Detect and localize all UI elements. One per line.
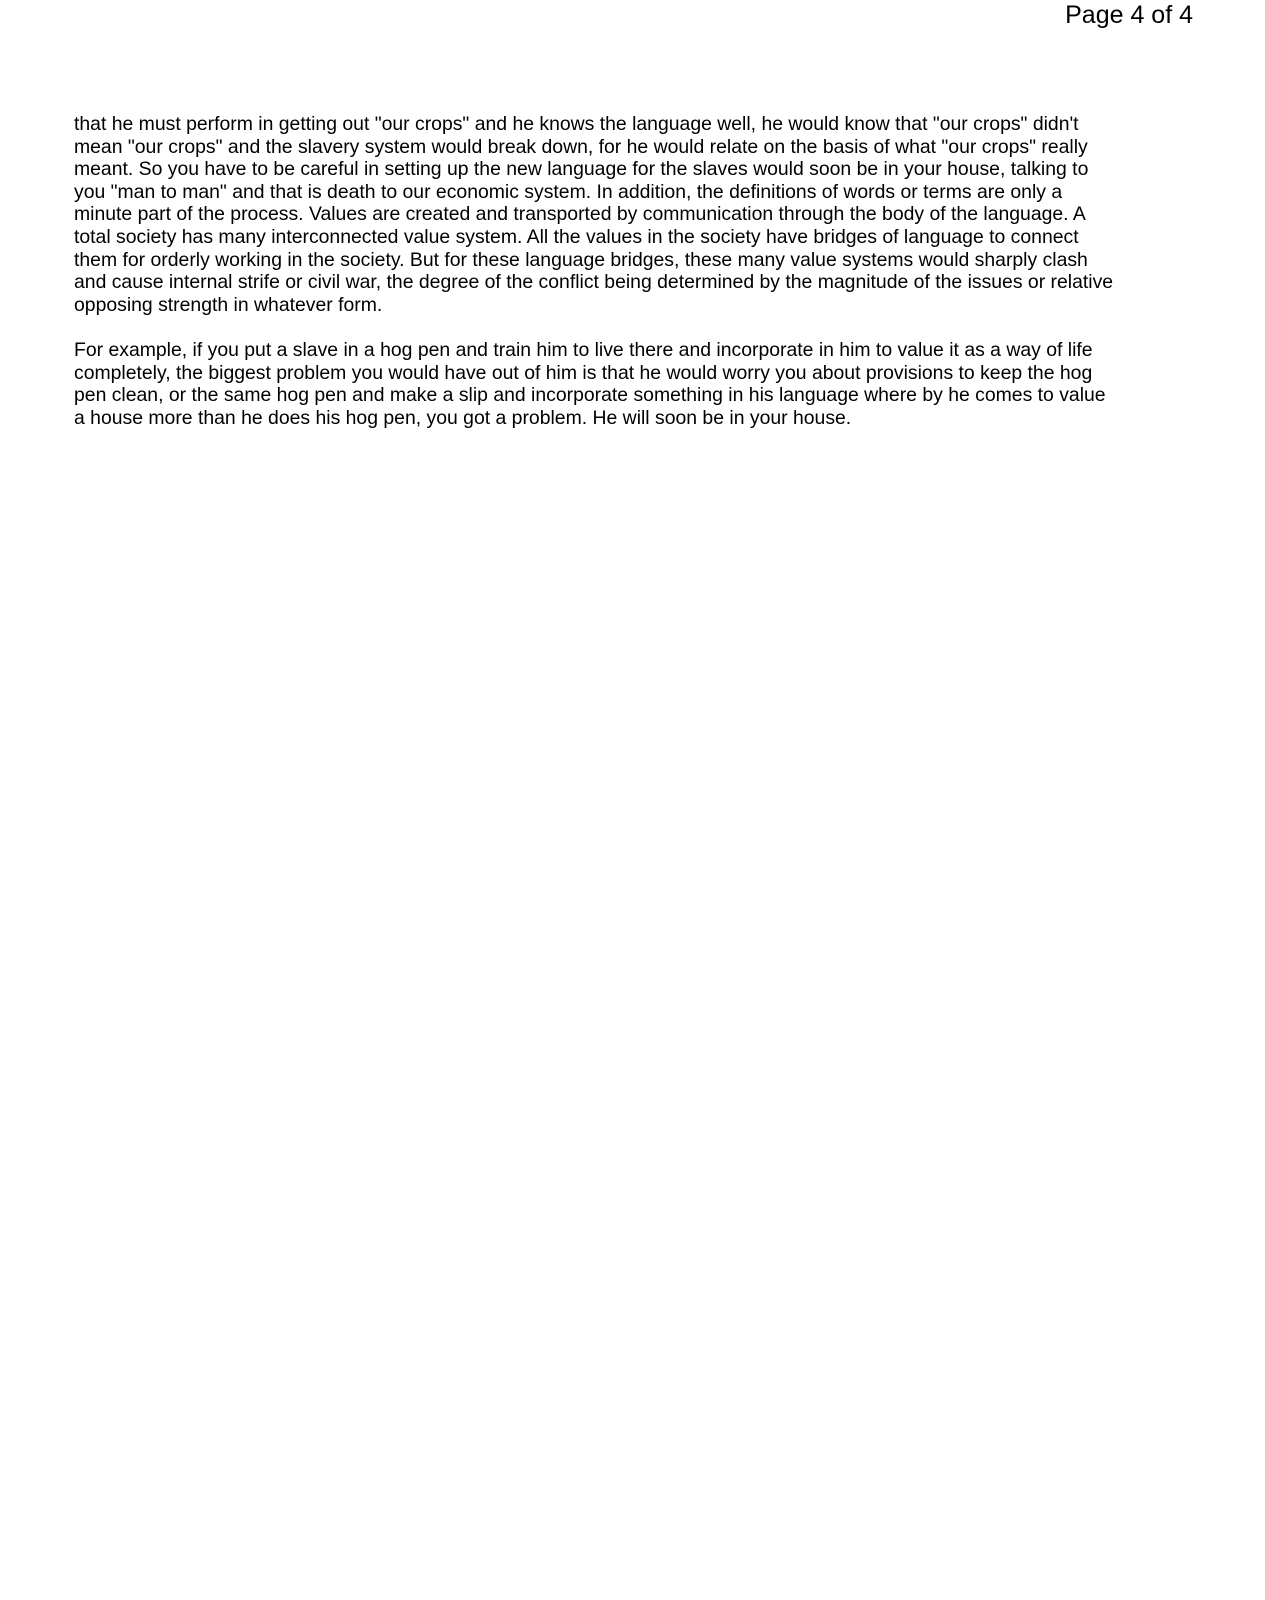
- paragraph-line: you "man to man" and that is death to our economic system. In addition, the definitions of words or terms are only a: [74, 180, 1063, 203]
- paragraph-line: and cause internal strife or civil war, the degree of the conflict being determined by the magnitude of the issues or relative: [74, 271, 1114, 294]
- paragraph-line: opposing strength in whatever form.: [74, 293, 383, 316]
- paragraph-line: meant. So you have to be careful in setting up the new language for the slaves would soon be in your house, talking to: [74, 158, 1089, 181]
- paragraph-1: [74, 113, 1179, 316]
- paragraph-line: them for orderly working in the society. But for these language bridges, these many value systems would sharply clash: [74, 248, 1088, 271]
- paragraph-line: that he must perform in getting out "our crops" and he knows the language well, he would know that "our crops" didn't: [74, 113, 1079, 135]
- paragraph-2: [74, 339, 1179, 429]
- paragraph-line: For example, if you put a slave in a hog pen and train him to live there and incorporate in him to value it as a way of life: [74, 338, 1093, 361]
- paragraph-line: pen clean, or the same hog pen and make a slip and incorporate something in his language where by he comes to value: [74, 384, 1106, 407]
- paragraph-line: total society has many interconnected value system. All the values in the society have bridges of language to connect: [74, 225, 1079, 248]
- page-number: Page 4 of 4: [1065, 1, 1193, 29]
- paragraph-line: mean "our crops" and the slavery system would break down, for he would relate on the basis of what "our crops" really: [74, 135, 1088, 158]
- paragraph-line: minute part of the process. Values are created and transported by communication through the body of the language. A: [74, 203, 1086, 226]
- paragraph-line: completely, the biggest problem you would have out of him is that he would worry you about provisions to keep the hog: [74, 361, 1093, 384]
- document-body: [74, 113, 1179, 429]
- paragraph-line: a house more than he does his hog pen, you got a problem. He will soon be in your house.: [74, 406, 852, 429]
